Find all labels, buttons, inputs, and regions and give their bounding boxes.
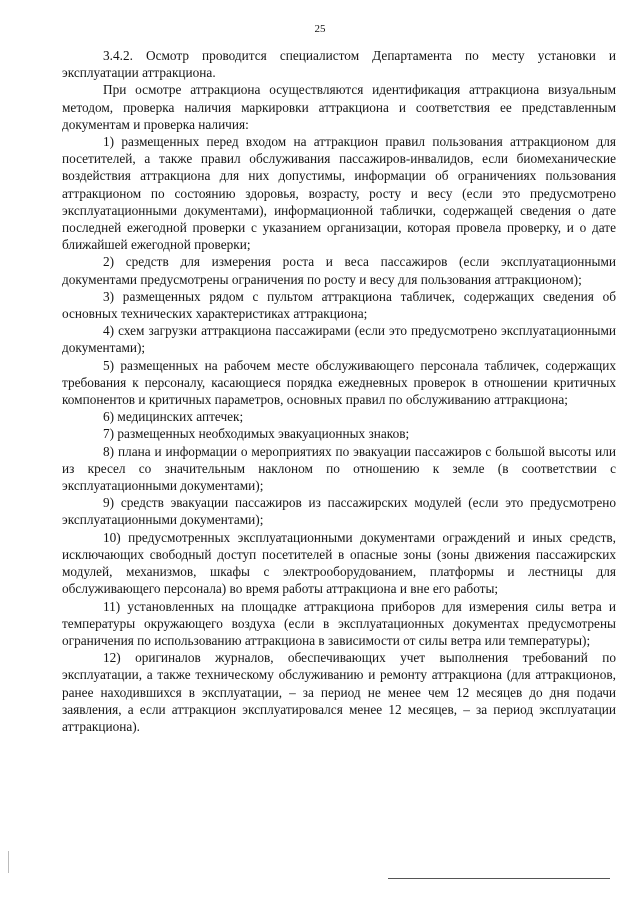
list-item-3: 3) размещенных рядом с пультом аттракциона табличек, содержащих сведения об основных технических характеристиках аттракциона; [62, 288, 616, 322]
page-number: 25 [314, 23, 326, 35]
list-item-7: 7) размещенных необходимых эвакуационных знаков; [103, 426, 410, 442]
list-item-12: 12) оригиналов журналов, обеспечивающих учет выполнения требований по эксплуатации, а также техническому обслуживанию и ремонту аттракциона (для аттракционов, ранее находившихся в эксплуатации, – за период не менее чем 12 месяцев до дня подачи заявления, а если аттракцион эксплуатировался менее 12 месяцев, – за период эксплуатации аттракциона). [62, 650, 616, 734]
list-item-10: 10) предусмотренных эксплуатационными документами ограждений и иных средств, исключающих свободный доступ посетителей в опасные зоны (зоны движения пассажирских модулей, механизмов, шкафы с электрооборудованием, платформы и лестницы для обслуживающего персонала) во время работы аттракциона и вне его работы; [62, 529, 616, 597]
list-item-4: 4) схем загрузки аттракциона пассажирами (если это предусмотрено эксплуатационными документами); [62, 323, 616, 356]
list-item-2: 2) средств для измерения роста и веса пассажиров (если эксплуатационными документами предусмотрены ограничения по росту и весу для пользования аттракционом); [62, 254, 616, 287]
footer-rule [388, 878, 610, 879]
list-item-8: 8) плана и информации о мероприятиях по эвакуации пассажиров с большой высоты или из кресел со значительным наклоном по отношению к земле (в соответствии с эксплуатационными документами); [62, 443, 616, 494]
list-item-1: 1) размещенных перед входом на аттракцион правил пользования аттракционом для посетителей, а также правил обслуживания пассажиров-инвалидов, если биомеханические воздействия аттракциона для них допустимы, информации об ограничениях пользования аттракционом по состоянию здоровья, возрасту, росту и весу (если это предусмотрено эксплуатационными документами), информационной таблички, содержащей сведения о дате последней ежегодной проверки с указанием организации, которая провела проверку, и о дате ближайшей ежегодной проверки; [62, 134, 616, 253]
document-body [62, 47, 616, 735]
paragraph-3-4-2: 3.4.2. Осмотр проводится специалистом Департамента по месту установки и эксплуатации аттракциона. [62, 48, 616, 81]
paragraph-intro: При осмотре аттракциона осуществляются идентификация аттракциона визуальным методом, проверка наличия маркировки аттракциона и соответствия ее представленным документам и проверка наличия: [62, 82, 616, 132]
list-item-11: 11) установленных на площадке аттракциона приборов для измерения силы ветра и температуры окружающего воздуха (если в эксплуатационных документах предусмотрены ограничения по использованию аттракциона в зависимости от силы ветра или температуры); [62, 598, 616, 648]
scan-margin-mark [8, 851, 9, 873]
list-item-9: 9) средств эвакуации пассажиров из пассажирских модулей (если это предусмотрено эксплуатационными документами); [62, 495, 616, 528]
list-item-5: 5) размещенных на рабочем месте обслуживающего персонала табличек, содержащих требования к персоналу, касающиеся порядка ежедневных проверок в отношении критичных компонентов и критичных параметров, основных правил по обслуживанию аттракциона; [62, 357, 616, 408]
list-item-6: 6) медицинских аптечек; [103, 409, 244, 425]
